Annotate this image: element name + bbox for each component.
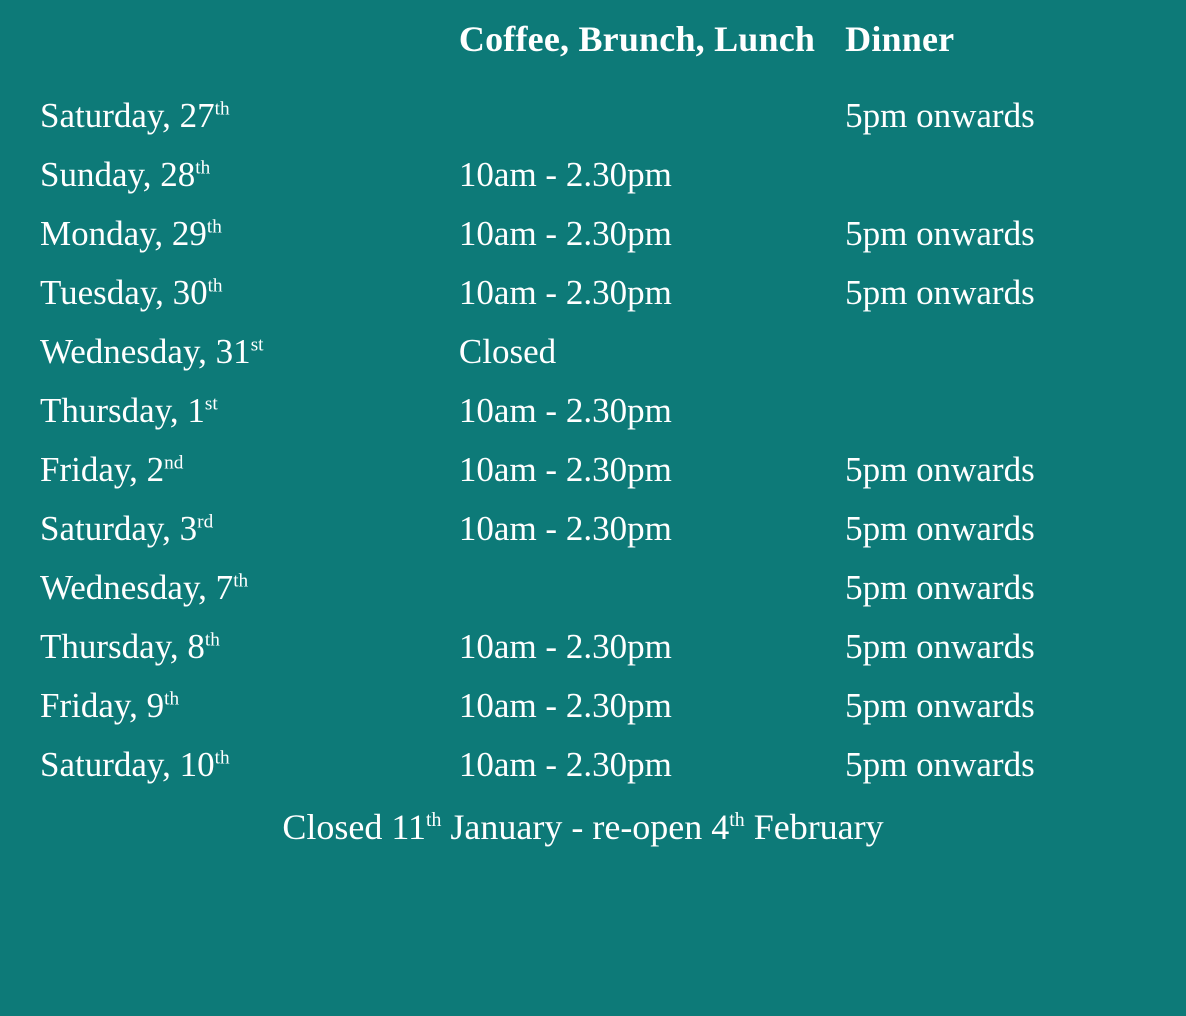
- row-day-text: Friday, 2: [40, 450, 165, 489]
- row-day-text: Thursday, 1: [40, 391, 205, 430]
- row-day-ordinal-suffix: th: [164, 688, 180, 710]
- row-dinner-hours: [831, 381, 1160, 440]
- row-day-ordinal-suffix: st: [250, 334, 264, 356]
- row-day-text: Tuesday, 30: [40, 273, 208, 312]
- closure-notice-sup1: th: [426, 809, 442, 831]
- row-dinner-hours: [831, 145, 1160, 204]
- row-day-ordinal-suffix: nd: [164, 452, 184, 474]
- table-header: [26, 18, 1160, 86]
- closure-notice-sup2: th: [729, 809, 745, 831]
- row-dinner-hours: 5pm onwards: [845, 627, 1035, 666]
- row-day-ordinal-suffix: rd: [197, 511, 214, 533]
- table-row: [26, 735, 1160, 794]
- row-day-ordinal-suffix: st: [204, 393, 218, 415]
- row-day-label: [26, 676, 457, 735]
- row-day-label: [26, 263, 457, 322]
- row-day-text: Saturday, 27: [40, 96, 215, 135]
- row-day-label: [26, 617, 457, 676]
- row-dinner-hours: 5pm onwards: [845, 509, 1035, 548]
- row-lunch-hours: 10am - 2.30pm: [458, 627, 672, 666]
- row-day-ordinal-suffix: th: [214, 98, 230, 120]
- row-dinner-hours: 5pm onwards: [845, 273, 1035, 312]
- opening-hours-table: [26, 18, 1160, 794]
- row-lunch-hours: [457, 86, 831, 145]
- row-day-text: Thursday, 8: [40, 627, 205, 666]
- row-day-label: [26, 145, 457, 204]
- row-lunch-hours: 10am - 2.30pm: [458, 450, 672, 489]
- table-header-row: [26, 18, 1160, 86]
- closure-notice-part2: January - re-open 4: [441, 807, 730, 847]
- row-dinner-hours: 5pm onwards: [845, 686, 1035, 725]
- row-lunch-hours: 10am - 2.30pm: [458, 273, 672, 312]
- row-day-ordinal-suffix: th: [206, 216, 222, 238]
- table-row: [26, 322, 1160, 381]
- row-day-ordinal-suffix: th: [233, 570, 249, 592]
- row-day-label: [26, 381, 457, 440]
- row-lunch-hours: [457, 558, 831, 617]
- table-row: [26, 440, 1160, 499]
- column-header-lunch: Coffee, Brunch, Lunch: [458, 19, 816, 59]
- row-dinner-hours: 5pm onwards: [845, 450, 1035, 489]
- row-day-label: [26, 499, 457, 558]
- row-dinner-hours: 5pm onwards: [845, 214, 1035, 253]
- row-day-label: [26, 204, 457, 263]
- row-day-label: [26, 440, 457, 499]
- column-header-day: [26, 18, 457, 86]
- table-row: [26, 86, 1160, 145]
- closure-notice-part3: February: [744, 807, 884, 847]
- table-row: [26, 263, 1160, 322]
- row-day-ordinal-suffix: th: [204, 629, 220, 651]
- row-day-text: Saturday, 10: [40, 745, 215, 784]
- row-lunch-hours: 10am - 2.30pm: [458, 391, 672, 430]
- row-day-label: [26, 558, 457, 617]
- row-day-ordinal-suffix: th: [207, 275, 223, 297]
- table-row: [26, 676, 1160, 735]
- closure-notice: [26, 808, 1160, 848]
- row-lunch-hours: 10am - 2.30pm: [458, 745, 672, 784]
- row-lunch-hours: Closed: [458, 332, 557, 371]
- closure-notice-part1: Closed 11: [282, 807, 427, 847]
- row-day-text: Monday, 29: [40, 214, 207, 253]
- table-row: [26, 558, 1160, 617]
- table-row: [26, 617, 1160, 676]
- row-day-text: Wednesday, 31: [40, 332, 251, 371]
- table-row: [26, 145, 1160, 204]
- row-dinner-hours: [831, 322, 1160, 381]
- row-lunch-hours: 10am - 2.30pm: [458, 155, 672, 194]
- row-day-label: [26, 86, 457, 145]
- row-day-ordinal-suffix: th: [195, 157, 211, 179]
- table-row: [26, 204, 1160, 263]
- table-row: [26, 499, 1160, 558]
- table-row: [26, 381, 1160, 440]
- row-day-label: [26, 735, 457, 794]
- column-header-dinner: Dinner: [845, 19, 955, 59]
- row-day-label: [26, 322, 457, 381]
- row-day-text: Wednesday, 7: [40, 568, 234, 607]
- row-lunch-hours: 10am - 2.30pm: [458, 509, 672, 548]
- row-lunch-hours: 10am - 2.30pm: [458, 686, 672, 725]
- row-day-text: Sunday, 28: [40, 155, 196, 194]
- table-body: [26, 86, 1160, 794]
- row-day-text: Saturday, 3: [40, 509, 198, 548]
- row-dinner-hours: 5pm onwards: [845, 568, 1035, 607]
- row-dinner-hours: 5pm onwards: [845, 96, 1035, 135]
- row-day-ordinal-suffix: th: [214, 747, 230, 769]
- row-day-text: Friday, 9: [40, 686, 165, 725]
- row-lunch-hours: 10am - 2.30pm: [458, 214, 672, 253]
- row-dinner-hours: 5pm onwards: [845, 745, 1035, 784]
